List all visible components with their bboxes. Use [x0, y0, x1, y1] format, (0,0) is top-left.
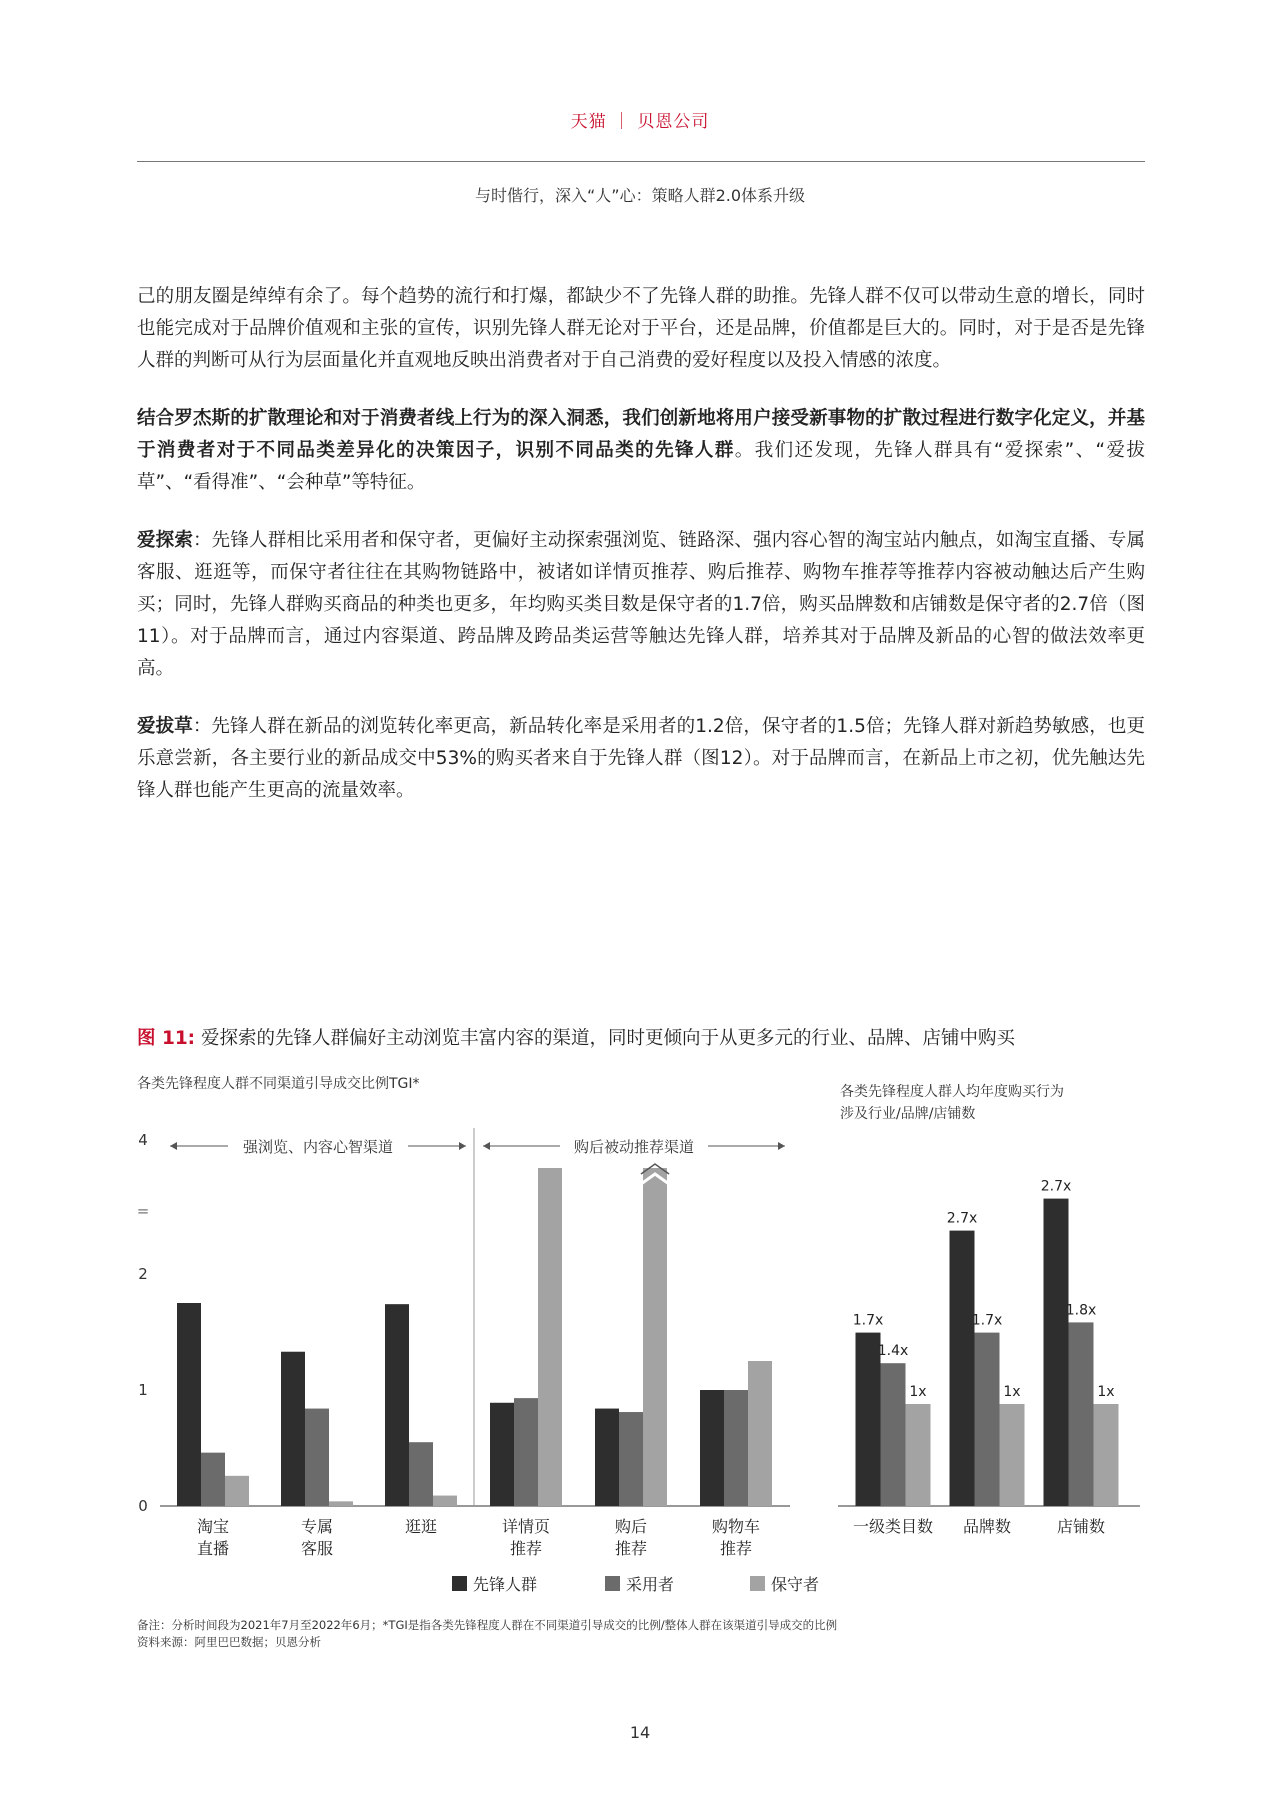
header-brand: 天猫 ｜ 贝恩公司	[570, 112, 710, 132]
bar-先锋人群-3	[490, 1403, 514, 1506]
x-tick-label: 购后	[614, 1517, 648, 1536]
group-1-label: 强浏览、内容心智渠道	[242, 1138, 394, 1156]
page-number: 14	[629, 1723, 651, 1742]
data-label: 2.7x	[946, 1210, 978, 1227]
data-label: 1.7x	[852, 1312, 884, 1329]
figure-11-chart	[0, 1060, 1280, 1620]
right-bar-采用者-1	[975, 1333, 1000, 1506]
bar-采用者-1	[305, 1409, 329, 1506]
figure-note	[137, 1617, 1147, 1651]
group-1-arrow-right	[459, 1142, 466, 1150]
group-2-arrow-right	[778, 1142, 785, 1150]
x-tick-label: 专属	[300, 1517, 334, 1536]
figure-title	[137, 1024, 1147, 1050]
data-label: 2.7x	[1040, 1178, 1072, 1195]
x-tick-label: 推荐	[614, 1539, 648, 1558]
right-x-tick-label: 品牌数	[962, 1517, 1012, 1536]
right-bar-采用者-0	[881, 1363, 906, 1506]
header-subtitle: 与时偕行，深入“人”心：策略人群2.0体系升级	[474, 186, 806, 205]
right-chart-title-1: 各类先锋程度人群人均年度购买行为	[840, 1084, 1064, 1100]
bar-先锋人群-4	[595, 1409, 619, 1506]
right-x-tick-label: 一级类目数	[852, 1517, 934, 1536]
group-1-arrow-left	[170, 1142, 177, 1150]
legend-swatch	[452, 1576, 467, 1591]
right-bar-先锋人群-2	[1044, 1199, 1069, 1506]
bar-先锋人群-5	[700, 1390, 724, 1506]
x-tick-label: 直播	[196, 1539, 230, 1558]
paragraph-2-rest: 。我们还发现，先锋人群具有“爱探索”、“爱拔草”、“看得准”、“会种草”等特征。	[137, 440, 1145, 493]
y-tick-label: 2	[138, 1265, 148, 1283]
x-tick-label: 购物车	[711, 1517, 761, 1536]
group-2-label: 购后被动推荐渠道	[573, 1138, 695, 1156]
bar-采用者-0	[201, 1453, 225, 1506]
right-bar-保守者-2	[1094, 1404, 1119, 1506]
data-label: 1.8x	[1065, 1302, 1097, 1319]
figure-number: 图 11:	[137, 1028, 196, 1049]
group-2-arrow-left	[483, 1142, 490, 1150]
x-tick-label: 淘宝	[196, 1517, 230, 1536]
data-label: 1x	[1003, 1384, 1021, 1400]
right-x-tick-label: 店铺数	[1056, 1517, 1106, 1536]
right-chart-title-2: 涉及行业/品牌/店铺数	[840, 1106, 976, 1122]
bar-保守者-1	[329, 1501, 353, 1506]
bar-保守者-3	[538, 1168, 562, 1506]
right-bar-先锋人群-1	[950, 1231, 975, 1506]
paragraph-4-rest: ：先锋人群在新品的浏览转化率更高，新品转化率是采用者的1.2倍，保守者的1.5倍；先锋人群对新趋势敏感，也更乐意尝新，各主要行业的新品成交中53%的购买者来自于先锋人群（图12）。对于品牌而言，在新品上市之初，优先触达先锋人群也能产生更高的流量效率。	[137, 716, 1145, 801]
right-bar-保守者-0	[906, 1404, 931, 1506]
bar-保守者-0	[225, 1476, 249, 1506]
figure-caption: 爱探索的先锋人群偏好主动浏览丰富内容的渠道，同时更倾向于从更多元的行业、品牌、店铺中购买	[200, 1028, 1015, 1049]
data-label: 1x	[1097, 1384, 1115, 1400]
paragraph-4-bold: 爱拔草	[137, 716, 193, 737]
paragraph-2-bold: 结合罗杰斯的扩散理论和对于消费者线上行为的深入洞悉，我们创新地将用户接受新事物的扩散过程进行数字化定义，并基于消费者对于不同品类差异化的决策因子，识别不同品类的先锋人群	[137, 408, 1145, 461]
x-tick-label: 客服	[300, 1539, 334, 1558]
bar-采用者-3	[514, 1398, 538, 1506]
axis-break-mark: =	[136, 1202, 150, 1220]
legend-swatch	[750, 1576, 765, 1591]
paragraph-3	[137, 525, 1145, 685]
legend-label: 采用者	[626, 1575, 675, 1594]
body-text	[137, 281, 1145, 833]
bar-采用者-5	[724, 1390, 748, 1506]
paragraph-4	[137, 711, 1145, 807]
bar-保守者-5	[748, 1361, 772, 1506]
legend-label: 先锋人群	[473, 1575, 538, 1594]
right-bar-保守者-1	[1000, 1404, 1025, 1506]
x-tick-label: 详情页	[501, 1517, 551, 1536]
data-label: 1.7x	[971, 1312, 1003, 1329]
x-tick-label: 推荐	[509, 1539, 543, 1558]
bar-先锋人群-1	[281, 1352, 305, 1506]
bar-先锋人群-2	[385, 1304, 409, 1506]
header-divider	[137, 161, 1145, 162]
y-tick-label: 4	[138, 1131, 148, 1149]
right-bar-采用者-2	[1069, 1322, 1094, 1506]
bar-保守者-4	[643, 1168, 667, 1506]
legend-label: 保守者	[771, 1575, 820, 1594]
left-chart-title: 各类先锋程度人群不同渠道引导成交比例TGI*	[137, 1076, 420, 1092]
legend-swatch	[605, 1576, 620, 1591]
x-tick-label: 逛逛	[404, 1517, 438, 1536]
data-label: 1x	[909, 1384, 927, 1400]
bar-保守者-2	[433, 1496, 457, 1506]
bar-先锋人群-0	[177, 1303, 201, 1506]
paragraph-3-rest: ：先锋人群相比采用者和保守者，更偏好主动探索强浏览、链路深、强内容心智的淘宝站内触点，如淘宝直播、专属客服、逛逛等，而保守者往往在其购物链路中，被诸如详情页推荐、购后推荐、购物车推荐等推荐内容被动触达后产生购买；同时，先锋人群购买商品的种类也更多，年均购买类目数是保守者的1.7倍，购买品牌数和店铺数是保守者的2.7倍（图11）。对于品牌而言，通过内容渠道、跨品牌及跨品类运营等触达先锋人群，培养其对于品牌及新品的心智的做法效率更高。	[137, 530, 1145, 679]
bar-采用者-4	[619, 1412, 643, 1506]
note-line-1: 备注：分析时间段为2021年7月至2022年6月；*TGI是指各类先锋程度人群在不同渠道引导成交的比例/整体人群在该渠道引导成交的比例	[137, 1618, 838, 1632]
paragraph-3-bold: 爱探索	[137, 530, 194, 551]
y-tick-label: 0	[138, 1497, 148, 1515]
y-tick-label: 1	[138, 1381, 148, 1399]
paragraph-2	[137, 403, 1145, 499]
bar-采用者-2	[409, 1442, 433, 1506]
x-tick-label: 推荐	[719, 1539, 753, 1558]
source-line: 资料来源：阿里巴巴数据；贝恩分析	[137, 1635, 321, 1649]
data-label: 1.4x	[877, 1343, 909, 1360]
paragraph-1: 己的朋友圈是绰绰有余了。每个趋势的流行和打爆，都缺少不了先锋人群的助推。先锋人群不仅可以带动生意的增长，同时也能完成对于品牌价值观和主张的宣传，识别先锋人群无论对于平台，还是品牌，价值都是巨大的。同时，对于是否是先锋人群的判断可从行为层面量化并直观地反映出消费者对于自己消费的爱好程度以及投入情感的浓度。	[137, 286, 1145, 371]
